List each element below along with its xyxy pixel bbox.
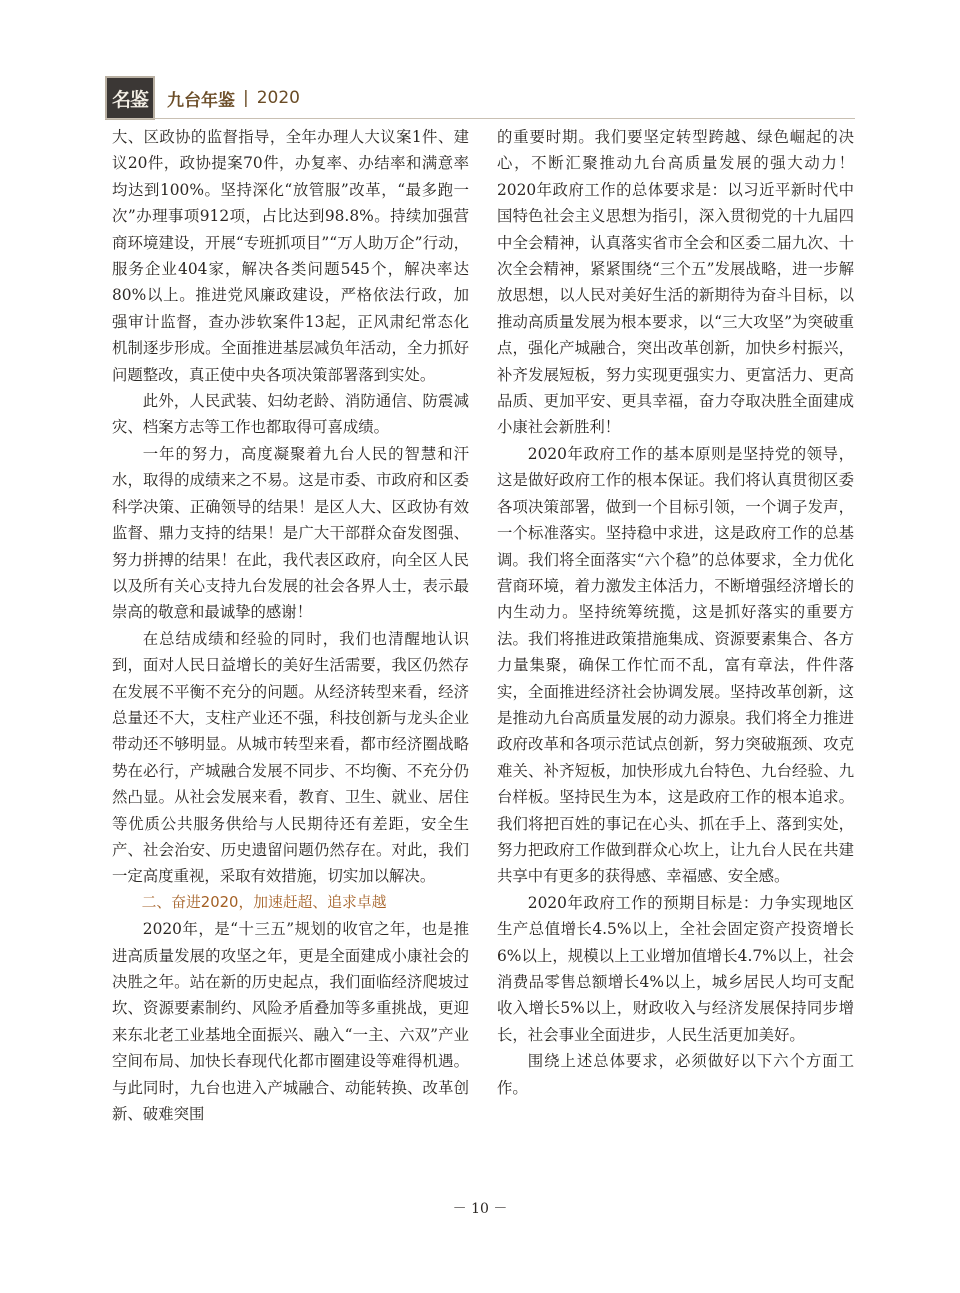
paragraph: 在总结成绩和经验的同时，我们也清醒地认识到，面对人民日益增长的美好生活需要，我区仍然存在发展不平衡不充分的问题。从经济转型来看，经济总量还不大，支柱产业还不强，科技创新与龙头企业带动还不够明显。从城市转型来看，都市经济圈战略势在必行，产城融合发展不同步、不均衡、不充分仍然凸显。从社会发展来看，教育、卫生、就业、居住等优质公共服务供给与人民期待还有差距，安全生产、社会治安、历史遗留问题仍然存在。对此，我们一定高度重视，采取有效措施，切实加以解决。 <box>112 629 469 886</box>
paragraph: 2020年，是“十三五”规划的收官之年，也是推进高质量发展的攻坚之年，更是全面建成小康社会的决胜之年。站在新的历史起点，我们面临经济爬坡过坎、资源要素制约、风险矛盾叠加等多重挑战，更迎来东北老工业基地全面振兴、融入“一主、六双”产业空间布局、加快长春现代化都市圈建设等难得机遇。与此同时，九台也进入产城融合、动能转换、改革创新、破难突围 <box>112 920 469 1124</box>
section-heading: 二、奋进2020，加速赶超、追求卓越 <box>141 893 387 911</box>
yearbook-title: 九台年鉴 <box>167 90 235 111</box>
paragraph: 大、区政协的监督指导，全年办理人大议案1件、建议20件，政协提案70件，办复率、办结率和满意率均达到100%。坚持深化“放管服”改革，“最多跑一次”办理事项912项，占比达到98.8%。持续加强营商环境建设，开展“专班抓项目”“万人助万企”行动，服务企业404家，解决各类问题545个，解决率达80%以上。推进党风廉政建设，严格依法行政，加强审计监督，查办涉软案件13起，正风肃纪常态化机制逐步形成。全面推进基层减负年活动，全力抓好问题整改，真正使中央各项决策部署落到实处。 <box>112 128 469 384</box>
header-separator: | <box>243 88 249 108</box>
paragraph: 一年的努力，高度凝聚着九台人民的智慧和汗水，取得的成绩来之不易。这是市委、市政府和区委科学决策、正确领导的结果！是区人大、区政协有效监督、鼎力支持的结果！是广大干部群众奋发图强、努力拼搏的结果！在此，我代表区政府，向全区人民以及所有关心支持九台发展的社会各界人士，表示最崇高的敬意和最诚挚的感谢！ <box>112 444 469 622</box>
right-column <box>497 124 854 1101</box>
header-rule <box>105 118 855 119</box>
left-column <box>112 124 469 1127</box>
paragraph: 2020年政府工作的基本原则是坚持党的领导，这是做好政府工作的根本保证。我们将认真贯彻区委各项决策部署，做到一个目标引领，一个调子发声，一个标准落实。坚持稳中求进，这是政府工作的总基调。我们将全面落实“六个稳”的总体要求，全力优化营商环境，着力激发主体活力，不断增强经济增长的内生动力。坚持统筹统揽，这是抓好落实的重要方法。我们将推进政策措施集成、资源要素集合、各方力量集聚，确保工作忙而不乱，富有章法，件件落实，全面推进经济社会协调发展。坚持改革创新，这是推动九台高质量发展的动力源泉。我们将全力推进政府改革和各项示范试点创新，努力突破瓶颈、攻克难关、补齐短板，加快形成九台特色、九台经验、九台样板。坚持民生为本，这是政府工作的根本追求。我们将把百姓的事记在心头、抓在手上、落到实处，努力把政府工作做到群众心坎上，让九台人民在共建共享中有更多的获得感、幸福感、安全感。 <box>497 444 854 886</box>
paragraph: 围绕上述总体要求，必须做好以下六个方面工作。 <box>497 1052 854 1097</box>
running-header <box>105 76 300 120</box>
yearbook-year: 2020 <box>256 88 300 108</box>
paragraph: 2020年政府工作的预期目标是：力争实现地区生产总值增长4.5%以上，全社会固定资产投资增长6%以上，规模以上工业增加值增长4.7%以上，社会消费品零售总额增长4%以上，城乡居民人均可支配收入增长5%以上，财政收入与经济发展保持同步增长，社会事业全面进步，人民生活更加美好。 <box>497 893 854 1044</box>
page-number: － 10 － <box>452 1201 508 1217</box>
paragraph: 此外，人民武装、妇幼老龄、消防通信、防震减灾、档案方志等工作也都取得可喜成绩。 <box>112 392 469 437</box>
yearbook-logo: 名鉴 <box>105 76 155 120</box>
paragraph: 的重要时期。我们要坚定转型跨越、绿色崛起的决心，不断汇聚推动九台高质量发展的强大动力！2020年政府工作的总体要求是：以习近平新时代中国特色社会主义思想为指引，深入贯彻党的十九届四中全会精神，认真落实省市全会和区委二届九次、十次全会精神，紧紧围绕“三个五”发展战略，进一步解放思想，以人民对美好生活的新期待为奋斗目标，以推动高质量发展为根本要求，以“三大攻坚”为突破重点，强化产城融合，突出改革创新，加快乡村振兴，补齐发展短板，努力实现更强实力、更富活力、更高品质、更加平安、更具幸福，奋力夺取决胜全面建成小康社会新胜利！ <box>497 128 854 437</box>
